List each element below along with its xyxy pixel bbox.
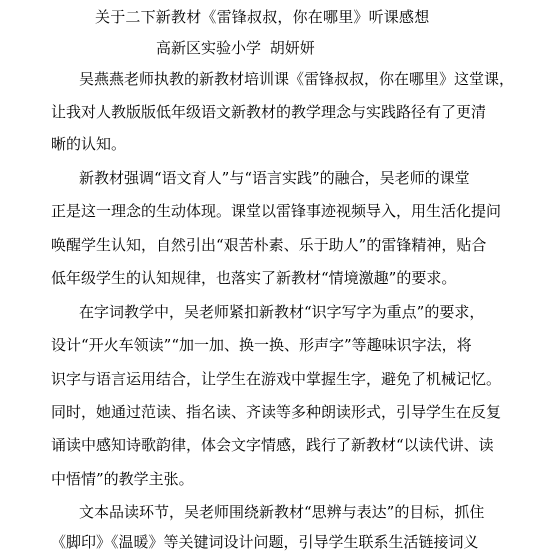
paragraph-line: 在字词教学中，吴老师紧扣新教材“识字写字为重点”的要求，	[79, 303, 485, 321]
paragraph-line: 识字与语言运用结合，让学生在游戏中掌握生字，避免了机械记忆。	[51, 370, 502, 388]
paragraph-line: 新教材强调“语文育人”与“语言实践”的融合，吴老师的课堂	[79, 169, 470, 187]
paragraph-line: 唤醒学生认知，自然引出“艰苦朴素、乐于助人”的雷锋精神，贴合	[51, 236, 487, 254]
paragraph-line: 吴燕燕老师执教的新教材培训课《雷锋叔叔，你在哪里》这堂课，	[79, 70, 515, 88]
paragraph-line: 《脚印》《温暖》等关键词设计问题，引导学生联系生活链接词义	[51, 533, 479, 551]
document-author: 高新区实验小学 胡妍妍	[156, 39, 315, 57]
paragraph-line: 同时，她通过范读、指名读、齐读等多种朗读形式，引导学生在反复	[51, 403, 502, 421]
paragraph-line: 让我对人教版版低年级语文新教材的教学理念与实践路径有了更清	[51, 103, 487, 121]
paragraph-line: 文本品读环节，吴老师围绕新教材“思辨与表达”的目标，抓住	[79, 503, 485, 521]
paragraph-line: 正是这一理念的生动体现。课堂以雷锋事迹视频导入，用生活化提问	[51, 202, 502, 220]
paragraph-line: 低年级学生的认知规律，也落实了新教材“情境激趣”的要求。	[51, 269, 457, 287]
paragraph-line: 诵读中感知诗歌韵律，体会文字情感，践行了新教材“以读代讲、读	[51, 436, 494, 454]
paragraph-line: 设计“开火车领读”“加一加、换一换、形声字”等趣味识字法，将	[51, 336, 472, 354]
document-title: 关于二下新教材《雷锋叔叔，你在哪里》听课感想	[95, 8, 430, 26]
paragraph-line: 晰的认知。	[51, 135, 127, 153]
paragraph-line: 中悟情”的教学主张。	[51, 470, 194, 488]
